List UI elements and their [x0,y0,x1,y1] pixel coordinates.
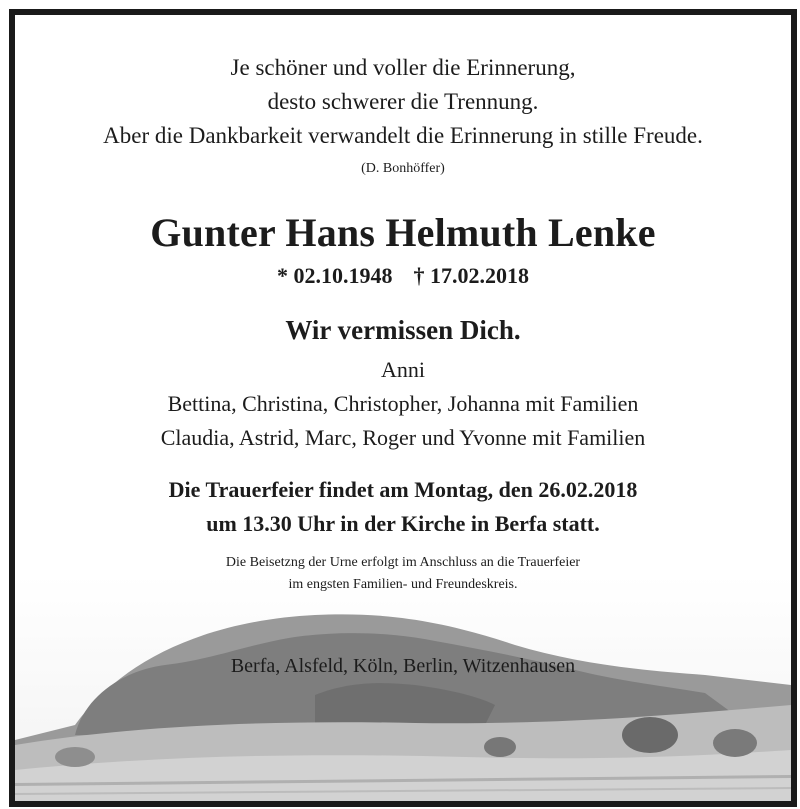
deceased-name: Gunter Hans Helmuth Lenke [150,210,656,255]
mourners-line-1: Anni [381,357,425,382]
obituary-frame [9,9,797,807]
life-dates [15,263,791,289]
burial-line-1: Die Beisetzng der Urne erfolgt im Anschluss an die Trauerfeier [225,555,581,570]
mourners-line-3: Claudia, Astrid, Marc, Roger und Yvonne mit Familien [160,425,646,450]
quote-line-3: Aber die Dankbarkeit verwandelt die Erinnerung in stille Freude. [103,123,703,148]
ceremony-line-2: um 13.30 Uhr in der Kirche in Berfa statt. [206,511,600,536]
mourners-heading: Wir vermissen Dich. [285,315,521,345]
landscape-image [15,575,791,801]
death-date: † 17.02.2018 [413,263,529,288]
ceremony-line-1: Die Trauerfeier findet am Montag, den 26.02.2018 [168,477,638,502]
birth-date: * 02.10.1948 [277,263,393,288]
quote-line-2: desto schwerer die Trennung. [267,89,539,114]
mourners-line-2: Bettina, Christina, Christopher, Johanna mit Familien [167,391,639,416]
quote-source: (D. Bonhöffer) [361,161,445,176]
quote-line-1: Je schöner und voller die Erinnerung, [230,55,576,80]
places-line: Berfa, Alsfeld, Köln, Berlin, Witzenhausen [230,655,576,677]
burial-line-2: im engsten Familien- und Freundeskreis. [288,577,518,592]
